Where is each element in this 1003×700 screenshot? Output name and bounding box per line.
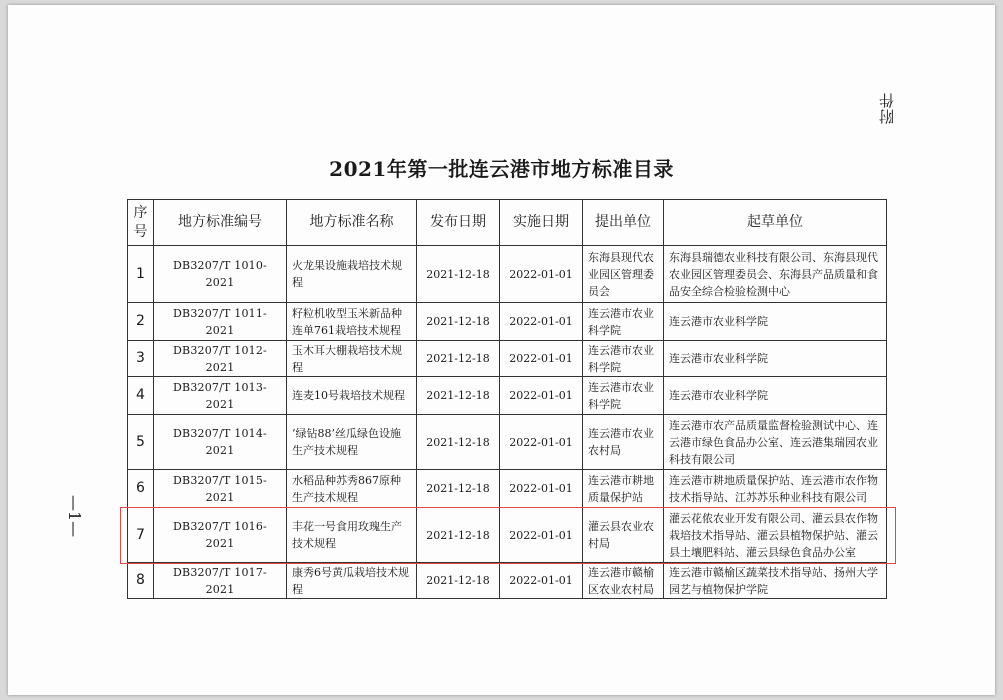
cell-code: DB3207/T 1013-2021 — [154, 377, 287, 415]
table-row — [128, 246, 887, 303]
cell-seq: 6 — [128, 470, 154, 508]
cell-implement-date: 2022-01-01 — [500, 341, 583, 377]
cell-drafter: 东海县瑞德农业科技有限公司、东海县现代农业园区管理委员会、东海县产品质量和食品安全综合检验检测中心 — [664, 246, 887, 303]
header-implement-date: 实施日期 — [500, 200, 583, 246]
cell-implement-date: 2022-01-01 — [500, 563, 583, 599]
cell-publish-date: 2021-12-18 — [417, 508, 500, 563]
cell-drafter: 连云港市农产品质量监督检验测试中心、连云港市绿色食品办公室、连云港集瑞园农业科技有限公司 — [664, 415, 887, 470]
cell-drafter: 连云港市农业科学院 — [664, 303, 887, 341]
cell-implement-date: 2022-01-01 — [500, 377, 583, 415]
cell-seq: 1 — [128, 246, 154, 303]
cell-drafter: 连云港市耕地质量保护站、连云港市农作物技术指导站、江苏苏乐种业科技有限公司 — [664, 470, 887, 508]
cell-name: 水稻品种苏秀867原种生产技术规程 — [287, 470, 417, 508]
cell-implement-date: 2022-01-01 — [500, 303, 583, 341]
cell-drafter: 连云港市农业科学院 — [664, 341, 887, 377]
cell-drafter: 连云港市赣榆区蔬菜技术指导站、扬州大学园艺与植物保护学院 — [664, 563, 887, 599]
cell-name: 康秀6号黄瓜栽培技术规程 — [287, 563, 417, 599]
cell-code: DB3207/T 1015-2021 — [154, 470, 287, 508]
cell-publish-date: 2021-12-18 — [417, 415, 500, 470]
header-seq: 序号 — [128, 200, 154, 246]
cell-seq: 2 — [128, 303, 154, 341]
header-code: 地方标准编号 — [154, 200, 287, 246]
cell-name: 玉木耳大棚栽培技术规程 — [287, 341, 417, 377]
table-row — [128, 415, 887, 470]
table-row — [128, 341, 887, 377]
cell-code: DB3207/T 1016-2021 — [154, 508, 287, 563]
table-row — [128, 563, 887, 599]
page-number: —1— — [65, 495, 84, 538]
cell-name: 籽粒机收型玉米新品种连单761栽培技术规程 — [287, 303, 417, 341]
cell-name: 丰花一号食用玫瑰生产技术规程 — [287, 508, 417, 563]
cell-code: DB3207/T 1012-2021 — [154, 341, 287, 377]
cell-proposer: 连云港市农业科学院 — [583, 303, 664, 341]
header-proposer: 提出单位 — [583, 200, 664, 246]
table-row — [128, 303, 887, 341]
document-title: 2021年第一批连云港市地方标准目录 — [329, 157, 674, 181]
cell-seq: 7 — [128, 508, 154, 563]
cell-seq: 3 — [128, 341, 154, 377]
cell-drafter: 灌云花侬农业开发有限公司、灌云县农作物栽培技术指导站、灌云县植物保护站、灌云县土壤肥料站、灌云县绿色食品办公室 — [664, 508, 887, 563]
header-drafter: 起草单位 — [664, 200, 887, 246]
cell-proposer: 连云港市赣榆区农业农村局 — [583, 563, 664, 599]
cell-drafter: 连云港市农业科学院 — [664, 377, 887, 415]
cell-publish-date: 2021-12-18 — [417, 377, 500, 415]
cell-publish-date: 2021-12-18 — [417, 563, 500, 599]
cell-code: DB3207/T 1014-2021 — [154, 415, 287, 470]
cell-proposer: 连云港市农业科学院 — [583, 341, 664, 377]
cell-implement-date: 2022-01-01 — [500, 246, 583, 303]
cell-proposer: 连云港市农业农村局 — [583, 415, 664, 470]
table-header-row — [128, 200, 887, 246]
cell-publish-date: 2021-12-18 — [417, 246, 500, 303]
header-publish-date: 发布日期 — [417, 200, 500, 246]
cell-code: DB3207/T 1011-2021 — [154, 303, 287, 341]
header-name: 地方标准名称 — [287, 200, 417, 246]
cell-publish-date: 2021-12-18 — [417, 470, 500, 508]
cell-proposer: 东海县现代农业园区管理委员会 — [583, 246, 664, 303]
cell-name: ‘绿钻88’丝瓜绿色设施生产技术规程 — [287, 415, 417, 470]
cell-code: DB3207/T 1017-2021 — [154, 563, 287, 599]
cell-proposer: 灌云县农业农村局 — [583, 508, 664, 563]
table-row — [128, 470, 887, 508]
cell-seq: 4 — [128, 377, 154, 415]
cell-seq: 8 — [128, 563, 154, 599]
cell-proposer: 连云港市耕地质量保护站 — [583, 470, 664, 508]
cell-seq: 5 — [128, 415, 154, 470]
cell-implement-date: 2022-01-01 — [500, 470, 583, 508]
cell-implement-date: 2022-01-01 — [500, 508, 583, 563]
attachment-label: 附件 — [878, 92, 896, 124]
cell-name: 火龙果设施栽培技术规程 — [287, 246, 417, 303]
cell-implement-date: 2022-01-01 — [500, 415, 583, 470]
cell-name: 连麦10号栽培技术规程 — [287, 377, 417, 415]
row-7-highlight-box — [120, 507, 896, 564]
cell-publish-date: 2021-12-18 — [417, 303, 500, 341]
cell-proposer: 连云港市农业科学院 — [583, 377, 664, 415]
cell-code: DB3207/T 1010-2021 — [154, 246, 287, 303]
table-row — [128, 377, 887, 415]
cell-publish-date: 2021-12-18 — [417, 341, 500, 377]
